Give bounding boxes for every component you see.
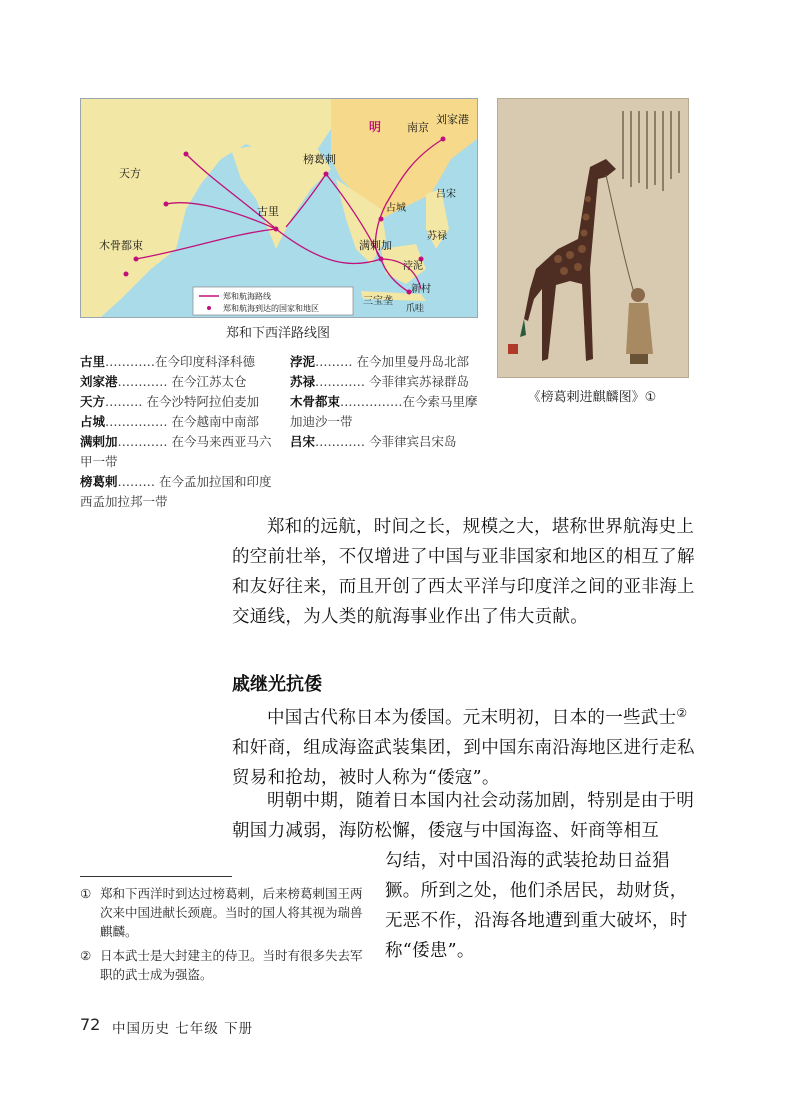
glossary-term: 天方: [80, 394, 106, 409]
glossary-entry: [80, 352, 275, 372]
glossary-desc: ………… 今菲律宾吕宋岛: [315, 434, 457, 449]
book-title: 中国历史 七年级 下册: [112, 1021, 254, 1037]
map-label-sanbaolong: 三宝垄: [363, 296, 393, 307]
map-label-mugudushu: 木骨都束: [99, 239, 143, 252]
glossary-left: [80, 352, 275, 512]
handler-head: [631, 288, 645, 302]
stop-dot: [379, 257, 384, 262]
map-label-nanjing: 南京: [407, 121, 429, 134]
map-label-sulu: 苏禄: [427, 231, 447, 242]
legend-stop-label: 郑和航海到达的国家和地区: [223, 304, 319, 313]
footnote-ref-2[interactable]: ②: [676, 706, 688, 720]
route-map: [80, 98, 478, 318]
map-label-guli: 古里: [257, 205, 279, 218]
footnote-number: ②: [80, 948, 92, 963]
map-label-banggela: 榜葛剌: [303, 153, 336, 166]
glossary-entry: [80, 432, 275, 472]
glossary-term: 吕宋: [290, 434, 316, 449]
glossary-term: 浡泥: [290, 354, 316, 369]
legend-route-label: 郑和航海路线: [223, 292, 271, 301]
map-label-country: 明: [369, 120, 382, 134]
stop-dot: [184, 152, 189, 157]
glossary-desc: ……… 在今加里曼丹岛北部: [315, 354, 469, 369]
glossary-term: 刘家港: [80, 374, 118, 389]
stop-dot: [124, 272, 129, 277]
painting-caption: 《榜葛剌进麒麟图》①: [527, 390, 657, 405]
stop-dot: [134, 257, 139, 262]
glossary-right: [290, 352, 482, 452]
paragraph-wokou-origin: [232, 698, 702, 793]
paragraph-wokou-ming-a: 明朝中期，随着日本国内社会动荡加剧，特别是由于明朝国力减弱，海防松懈，倭寇与中国海盗、奸商等相互: [232, 791, 695, 841]
glossary-entry: [80, 412, 275, 432]
paragraph-wokou-ming-b: 勾结，对中国沿海的武装抢劫日益猖獗。所到之处，他们杀居民，劫财货，无恶不作，沿海各地遭到重大破坏，时称“倭患”。: [385, 851, 688, 961]
para-2-text-before: 中国古代称日本为倭国。元末明初，日本的一些武士: [267, 708, 677, 728]
page-number: 72: [80, 1015, 101, 1034]
glossary-desc: ………… 在今马来西亚马六甲一带: [80, 434, 272, 469]
glossary-term: 苏禄: [290, 374, 316, 389]
glossary-desc: ………… 在今江苏太仓: [117, 374, 247, 389]
legend-stop-swatch: [207, 306, 211, 310]
glossary-desc: …………… 在今越南中南部: [105, 414, 259, 429]
glossary-term: 榜葛剌: [80, 474, 118, 489]
glossary-desc: ……………在今索马里摩加迪沙一带: [290, 394, 478, 429]
map-label-zhancheng: 占城: [386, 203, 406, 214]
footnote-text: 郑和下西洋时到达过榜葛剌，后来榜葛剌国王两次来中国进献长颈鹿。当时的国人将其视为瑞兽麒麟。: [100, 886, 363, 939]
map-label-xincun: 新村: [411, 284, 431, 295]
glossary-desc: …………在今印度科泽科德: [105, 354, 256, 369]
red-seal: [508, 344, 518, 354]
glossary-entry: [80, 392, 275, 412]
route-map-svg: [81, 99, 477, 317]
glossary-entry: [80, 372, 275, 392]
map-label-manlajia: 满剌加: [359, 239, 392, 252]
giraffe-painting-svg: [498, 99, 688, 377]
stop-dot: [274, 227, 279, 232]
map-caption: 郑和下西洋路线图: [225, 326, 330, 341]
stop-dot: [441, 137, 446, 142]
para-2-text-after: 和奸商，组成海盗武装集团，到中国东南沿海地区进行走私贸易和抢劫，被时人称为“倭寇”。: [232, 738, 695, 788]
glossary-desc: ……… 在今孟加拉国和印度西孟加拉邦一带: [80, 474, 272, 509]
glossary-desc: ………… 今菲律宾苏禄群岛: [315, 374, 469, 389]
map-label-zhuanli: 爪哇: [406, 304, 425, 314]
stop-dot: [379, 217, 384, 222]
map-label-tianfang: 天方: [119, 167, 141, 180]
paragraph-zhenghe-summary: 郑和的远航，时间之长，规模之大，堪称世界航海史上的空前壮举，不仅增进了中国与亚非国家和地区的相互了解和友好往来，而且开创了西太平洋与印度洋之间的亚非海上交通线，为人类的航海事业作出了伟大贡献。: [232, 517, 695, 627]
footnote-2: [80, 946, 372, 984]
footnote-1: [80, 884, 372, 941]
footnote-number: ①: [80, 886, 92, 901]
footnote-text: 日本武士是大封建主的侍卫。当时有很多失去军职的武士成为强盗。: [100, 948, 363, 982]
glossary-entry: [290, 392, 482, 432]
glossary-term: 古里: [80, 354, 106, 369]
glossary-desc: ……… 在今沙特阿拉伯麦加: [105, 394, 259, 409]
map-label-lusong: 吕宋: [436, 189, 456, 200]
glossary-entry: [80, 472, 275, 512]
glossary-entry: [290, 432, 482, 452]
glossary-term: 满剌加: [80, 434, 118, 449]
glossary-entry: [290, 372, 482, 392]
map-label-boni: 浡泥: [403, 261, 423, 272]
stop-dot: [164, 202, 169, 207]
section-title: 戚继光抗倭: [232, 674, 322, 695]
glossary-term: 占城: [80, 414, 106, 429]
footnote-divider: [80, 876, 232, 877]
giraffe-painting: [497, 98, 689, 378]
stop-dot: [324, 172, 329, 177]
glossary-entry: [290, 352, 482, 372]
handler-legs: [630, 354, 648, 364]
map-label-liujiagang: 刘家港: [436, 113, 469, 126]
glossary-term: 木骨都束: [290, 394, 341, 409]
